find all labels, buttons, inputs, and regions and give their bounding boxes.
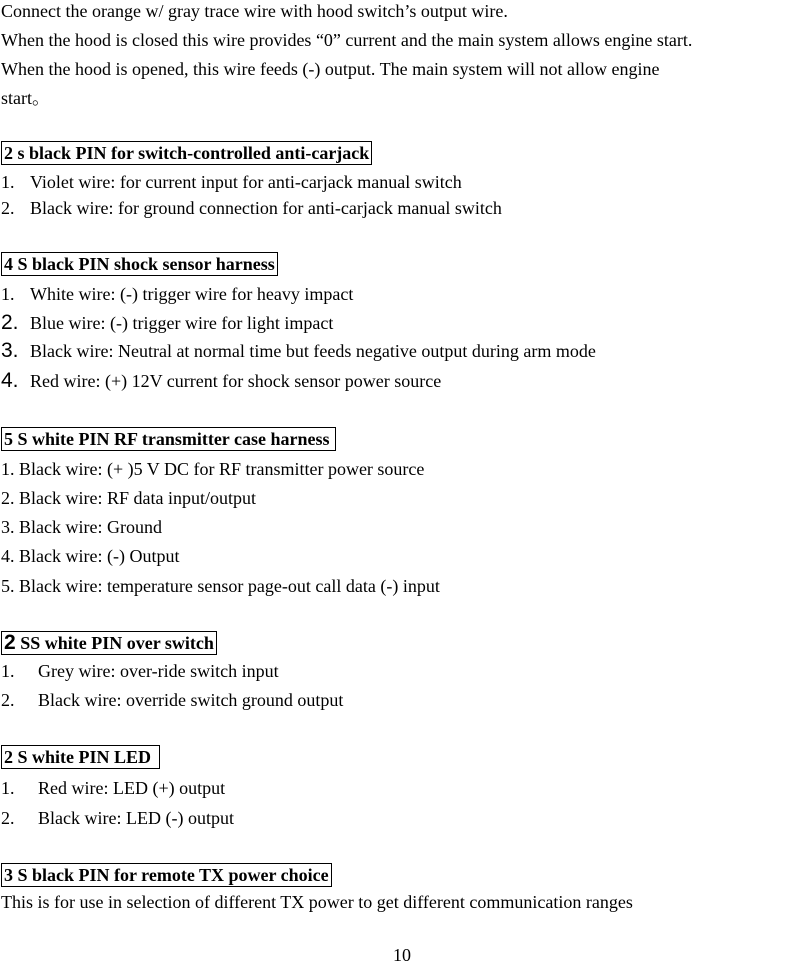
list-item: [1, 312, 333, 334]
list-item: [1, 340, 596, 362]
item-text: Grey wire: over-ride switch input: [38, 661, 279, 681]
list-item: [1, 370, 441, 392]
list-item: 1. Black wire: (+ )5 V DC for RF transmitter power source: [1, 459, 425, 479]
section-heading-led: 2 S white PIN LED: [1, 745, 160, 769]
section-heading-tx-power: 3 S black PIN for remote TX power choice: [1, 863, 332, 887]
intro-line-4: start。: [1, 88, 50, 108]
list-item: [1, 197, 502, 219]
item-number: 2.: [1, 690, 15, 710]
intro-line-2: When the hood is closed this wire provides “0” current and the main system allows engine start.: [1, 30, 693, 50]
item-text: Red wire: (+) 12V current for shock sensor power source: [30, 371, 442, 391]
item-number: 1.: [1, 284, 15, 304]
item-text: Red wire: LED (+) output: [38, 778, 226, 798]
list-item: [1, 689, 343, 711]
section-heading-shock-sensor: 4 S black PIN shock sensor harness: [1, 252, 278, 276]
section-heading-rf-transmitter: 5 S white PIN RF transmitter case harness: [1, 427, 336, 451]
item-number: 2.: [1, 311, 19, 334]
item-text: Black wire: override switch ground output: [38, 690, 344, 710]
list-item: 4. Black wire: (-) Output: [1, 546, 180, 566]
heading-number: 2: [4, 631, 16, 654]
section-text: This is for use in selection of different TX power to get different communication ranges: [1, 892, 633, 912]
item-number: 4.: [1, 369, 19, 392]
item-number: 1.: [1, 172, 15, 192]
intro-line-3: When the hood is opened, this wire feeds (-) output. The main system will not allow engine: [1, 59, 660, 79]
item-text: Black wire: LED (-) output: [38, 808, 234, 828]
list-item: [1, 777, 225, 799]
item-text: Blue wire: (-) trigger wire for light impact: [30, 313, 334, 333]
list-item: 2. Black wire: RF data input/output: [1, 488, 256, 508]
item-text: White wire: (-) trigger wire for heavy impact: [30, 284, 354, 304]
list-item: [1, 171, 462, 193]
heading-text: SS white PIN over switch: [20, 633, 214, 653]
item-number: 3.: [1, 339, 19, 362]
item-number: 2.: [1, 808, 15, 828]
item-number: 2.: [1, 198, 15, 218]
section-heading-over-switch: [1, 631, 217, 655]
item-text: Black wire: for ground connection for anti-carjack manual switch: [30, 198, 502, 218]
list-item: [1, 660, 279, 682]
item-number: 1.: [1, 778, 15, 798]
list-item: [1, 283, 353, 305]
list-item: [1, 807, 234, 829]
item-number: 1.: [1, 661, 15, 681]
list-item: 5. Black wire: temperature sensor page-out call data (-) input: [1, 576, 440, 596]
page-number: 10: [393, 945, 411, 965]
list-item: 3. Black wire: Ground: [1, 517, 162, 537]
item-text: Violet wire: for current input for anti-carjack manual switch: [30, 172, 462, 192]
section-heading-anti-carjack: 2 s black PIN for switch-controlled anti-carjack: [1, 141, 372, 165]
intro-line-1: Connect the orange w/ gray trace wire with hood switch’s output wire.: [1, 1, 508, 21]
item-text: Black wire: Neutral at normal time but feeds negative output during arm mode: [30, 341, 596, 361]
